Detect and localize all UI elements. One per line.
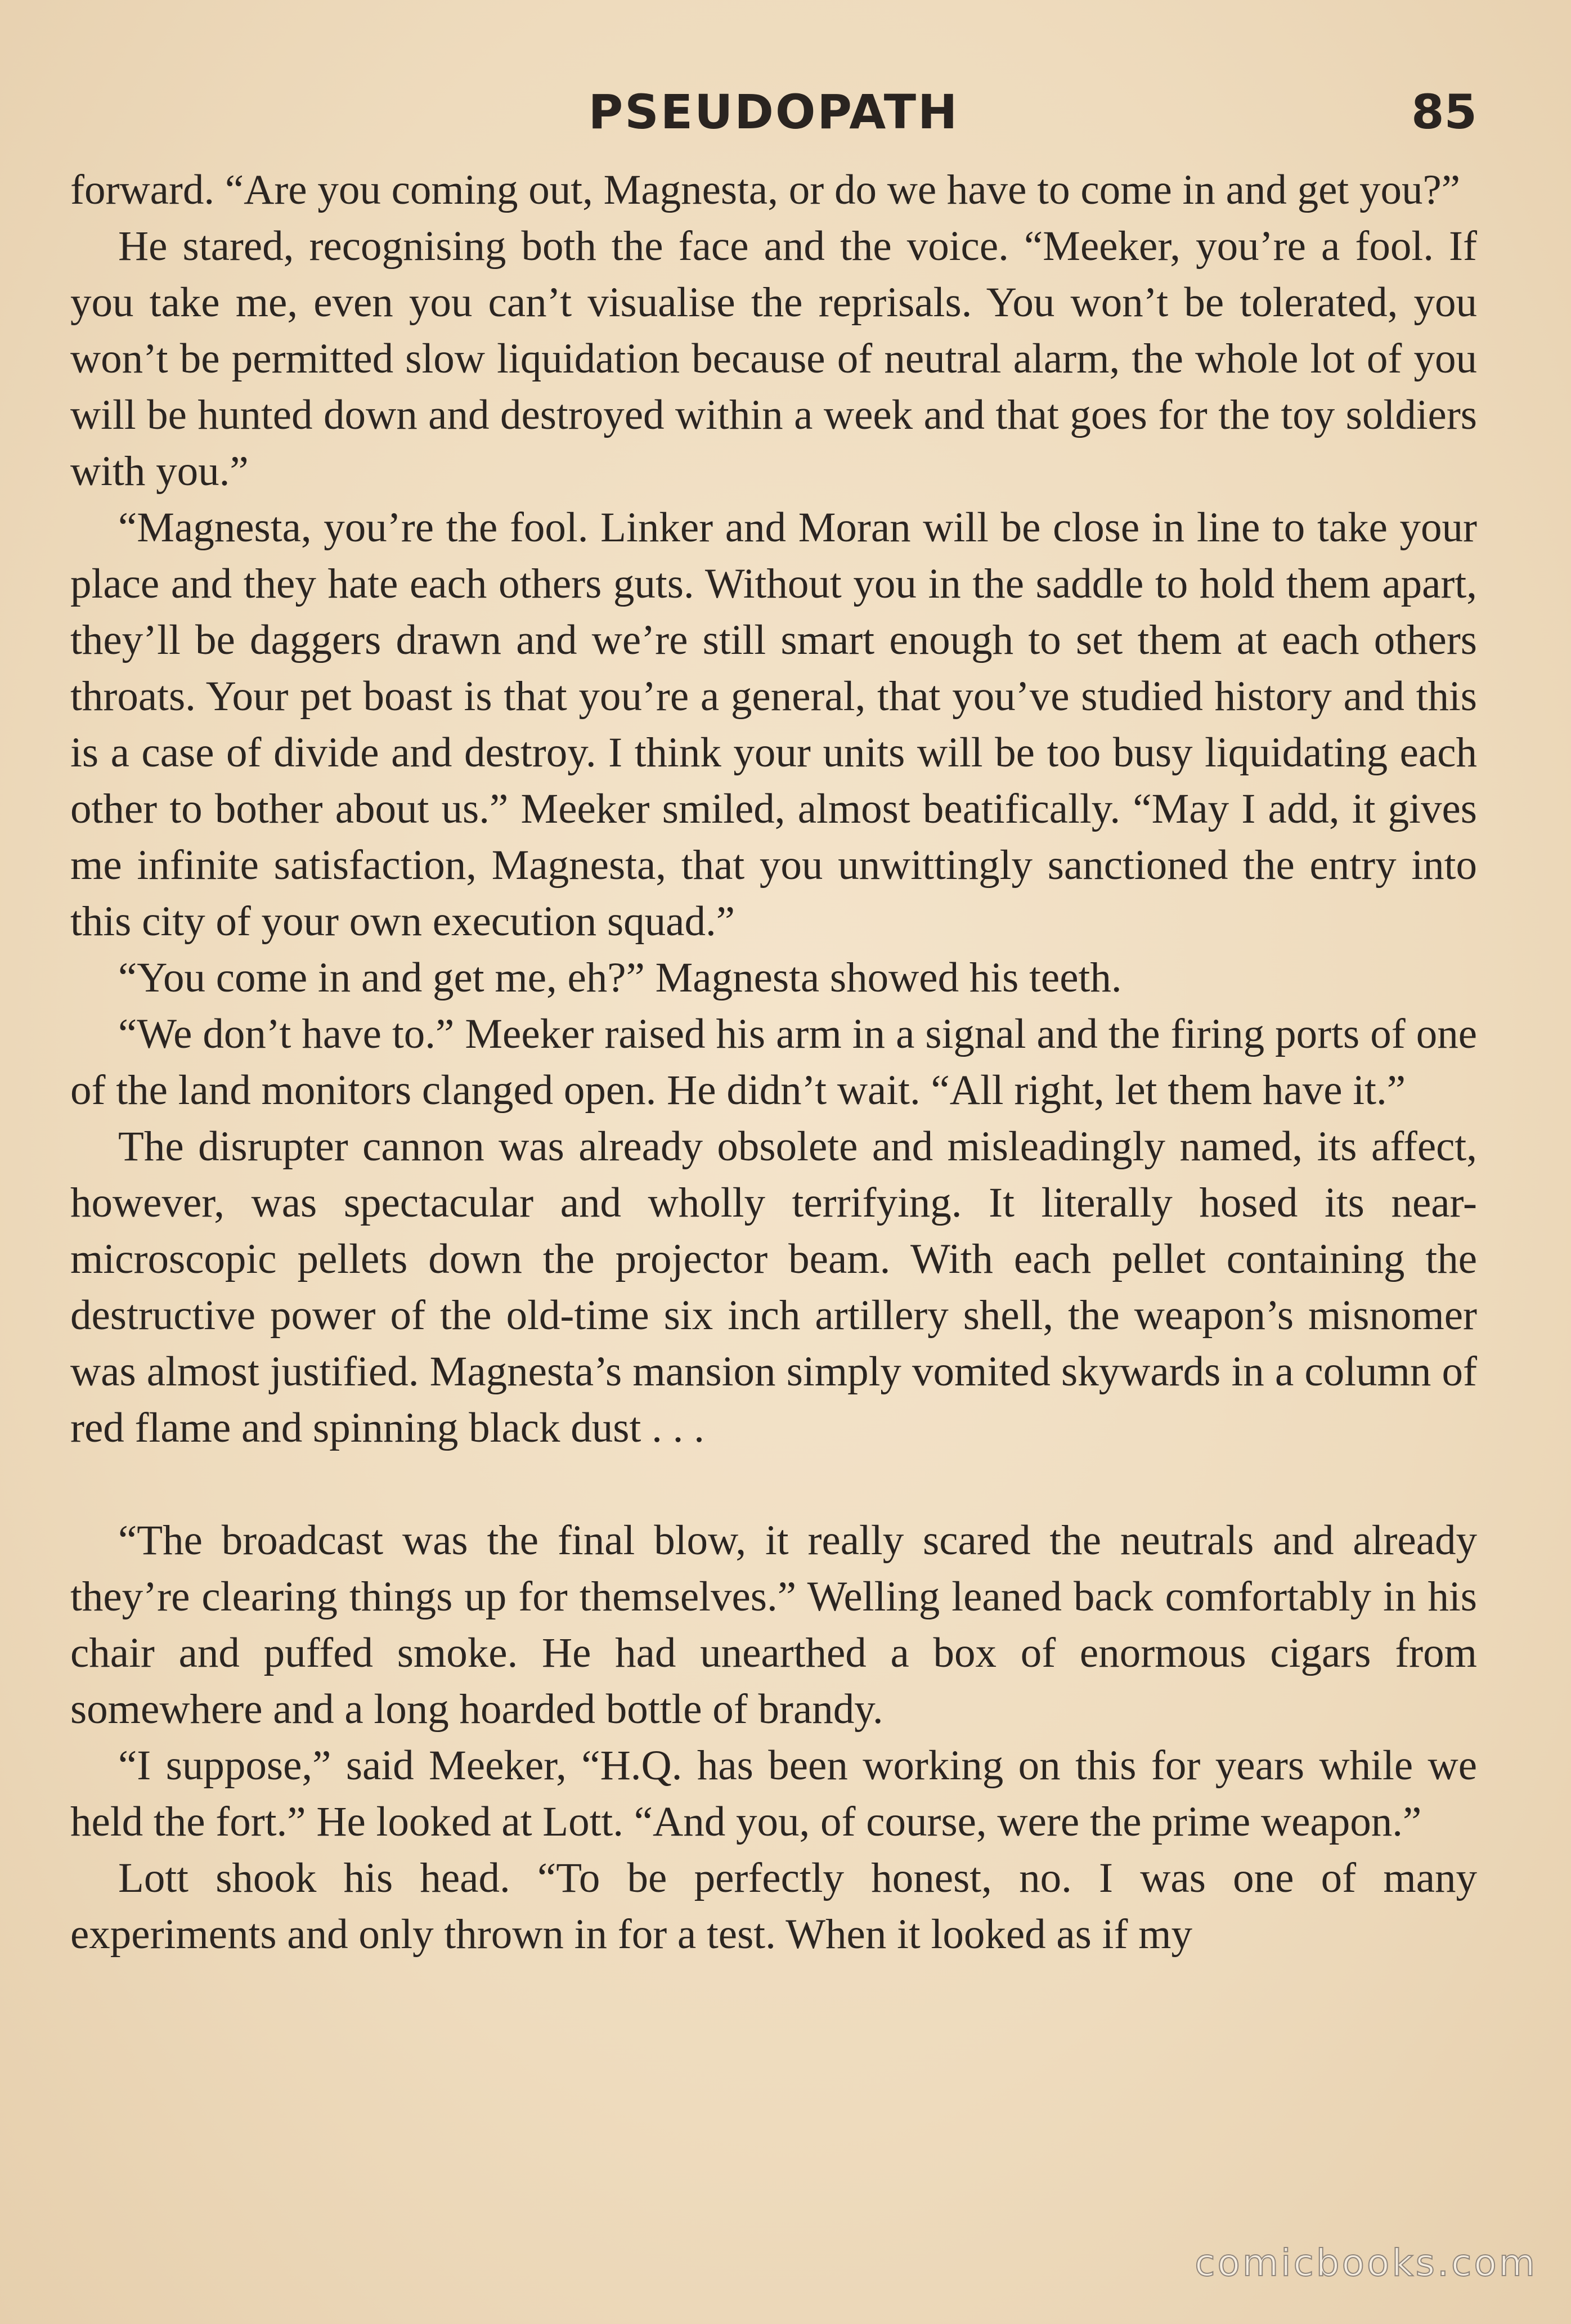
watermark: comicbooks.com: [1195, 2241, 1537, 2285]
paragraph-9: Lott shook his head. “To be perfectly honest, no. I was one of many experiments and only thrown in for a test. When it looked as if my: [70, 1855, 1477, 1958]
page-number: 85: [1411, 84, 1477, 140]
page-header: [70, 79, 1477, 152]
body-text: [70, 162, 1477, 1963]
paragraph-2: He stared, recognising both the face and the voice. “Meeker, you’re a fool. If you take me, even you can’t visualise the reprisals. You won’t be tolerated, you won’t be permitted slow liquidation because of neutral alarm, the whole lot of you will be hunted down and destroyed within a week and that goes for the toy soldiers with you.”: [70, 223, 1477, 495]
paragraph-1: forward. “Are you coming out, Magnesta, or do we have to come in and get you?”: [70, 167, 1461, 213]
paragraph-3: “Magnesta, you’re the fool. Linker and Moran will be close in line to take your place and they hate each others guts. Without you in the saddle to hold them apart, they’ll be daggers drawn and we’re still smart enough to set them at each others throats. Your pet boast is that you’re a general, that you’ve studied history and this is a case of divide and destroy. I think your units will be too busy liquidating each other to bother about us.” Meeker smiled, almost beatifically. “May I add, it gives me infinite satisfaction, Magnesta, that you unwittingly sanctioned the entry into this city of your own execution squad.”: [70, 504, 1477, 945]
paragraph-8: “I suppose,” said Meeker, “H.Q. has been working on this for years while we held the fort.” He looked at Lott. “And you, of course, were the prime weapon.”: [70, 1742, 1477, 1845]
paragraph-4: “You come in and get me, eh?” Magnesta showed his teeth.: [118, 954, 1122, 1001]
paragraph-5: “We don’t have to.” Meeker raised his arm in a signal and the firing ports of one of the land monitors clanged open. He didn’t wait. “All right, let them have it.”: [70, 1011, 1477, 1114]
section-break: [70, 1456, 1477, 1513]
paragraph-6: The disrupter cannon was already obsolete and misleadingly named, its affect, however, was spectacular and wholly terrifying. It literally hosed its near-microscopic pellets down the projector beam. With each pellet containing the destructive power of the old-time six inch artillery shell, the weapon’s misnomer was almost justified. Magnesta’s mansion simply vomited skywards in a column of red flame and spinning black dust . . .: [70, 1123, 1477, 1451]
paragraph-7: “The broadcast was the final blow, it really scared the neutrals and already they’re clearing things up for themselves.” Welling leaned back comfortably in his chair and puffed smoke. He had unearthed a box of enormous cigars from somewhere and a long hoarded bottle of brandy.: [70, 1517, 1477, 1733]
running-title: PSEUDOPATH: [588, 84, 959, 140]
